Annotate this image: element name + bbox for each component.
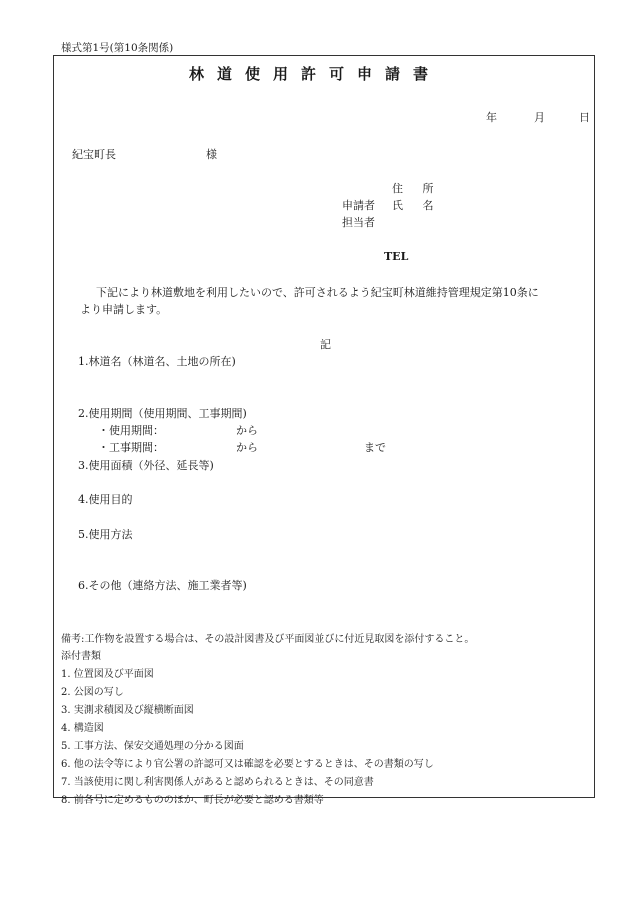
form-number-label: 様式第1号(第10条関係) (61, 42, 174, 54)
construction-period-until: まで (364, 441, 386, 454)
usage-period-label: ・使用期間： (98, 424, 164, 437)
item-usage-method: 5.使用方法 (78, 528, 133, 541)
item-usage-purpose: 4.使用目的 (78, 493, 133, 506)
addressee-name: 紀宝町長 (72, 148, 116, 161)
attached-docs-title: 添付書類 (61, 651, 101, 662)
person-in-charge-label: 担当者 (342, 216, 375, 229)
attached-doc-item: 6. 他の法令等により官公署の許認可又は確認を必要とするときは、その書類の写し (61, 759, 434, 770)
date-month: 月 (534, 111, 545, 124)
attached-doc-item: 7. 当該使用に関し利害関係人があると認められるときは、その同意書 (61, 777, 374, 788)
attached-doc-item: 2. 公図の写し (61, 687, 124, 698)
address-label: 住 所 (392, 182, 442, 195)
date-day: 日 (579, 111, 590, 124)
construction-period-from: から (236, 441, 258, 454)
item-road-name: 1.林道名（林道名、土地の所在) (78, 355, 236, 368)
usage-period-from: から (236, 424, 258, 437)
remark: 備考:工作物を設置する場合は、その設計図書及び平面図並びに付近見取図を添付すること。 (61, 634, 475, 645)
attached-doc-item: 8. 前各号に定めるもののほか、町長が必要と認める書類等 (61, 795, 324, 806)
attached-doc-item: 5. 工事方法、保安交通処理の分かる図面 (61, 741, 244, 752)
attached-doc-item: 4. 構造図 (61, 723, 104, 734)
item-usage-area: 3.使用面積（外径、延長等) (78, 459, 214, 472)
addressee-suffix: 様 (206, 148, 217, 161)
form-title: 林道使用許可申請書 (188, 65, 441, 83)
construction-period-label: ・工事期間： (98, 441, 164, 454)
item-other: 6.その他（連絡方法、施工業者等) (78, 579, 247, 592)
date-year: 年 (486, 111, 497, 124)
intro-line-2: より申請します。 (80, 303, 168, 316)
applicant-label: 申請者 (342, 199, 375, 212)
ki-heading: 記 (320, 338, 331, 351)
tel-label: TEL (384, 250, 409, 263)
attached-doc-item: 1. 位置図及び平面図 (61, 669, 154, 680)
name-label: 氏 名 (392, 199, 442, 212)
attached-doc-item: 3. 実測求積図及び縦横断面図 (61, 705, 194, 716)
item-usage-period: 2.使用期間（使用期間、工事期間) (78, 407, 247, 420)
intro-line-1: 下記により林道敷地を利用したいので、許可されるよう紀宝町林道維持管理規定第10条に (96, 286, 539, 299)
